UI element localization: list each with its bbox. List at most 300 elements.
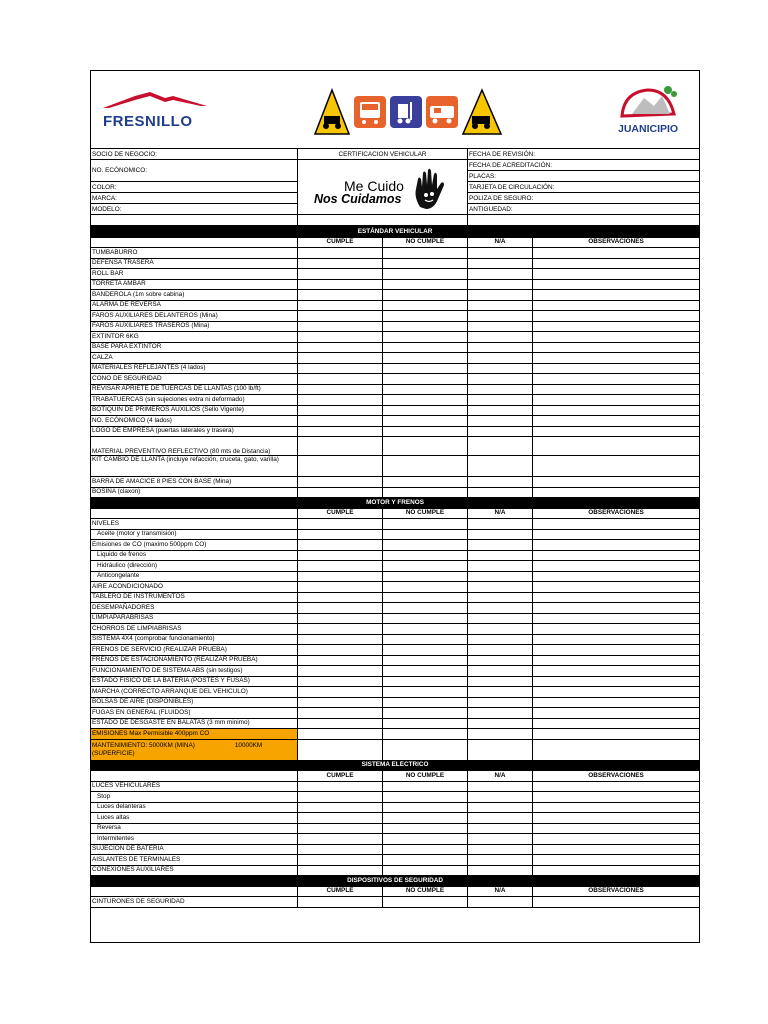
checklist-row [91, 823, 700, 834]
observaciones-cell[interactable] [533, 550, 700, 561]
checklist-item-label: SISTEMA 4X4 (comprobar funcionamiento) [91, 634, 298, 645]
na-cell[interactable] [468, 300, 533, 311]
observaciones-cell[interactable] [533, 687, 700, 698]
na-cell[interactable] [468, 279, 533, 290]
observaciones-cell[interactable] [533, 571, 700, 582]
observaciones-cell[interactable] [533, 739, 700, 760]
cumple-cell[interactable] [298, 823, 383, 834]
checklist-item-label: Stop [91, 792, 298, 803]
observaciones-cell[interactable] [533, 437, 700, 456]
cumple-cell[interactable] [298, 624, 383, 635]
na-cell[interactable] [468, 519, 533, 530]
observaciones-cell[interactable] [533, 290, 700, 301]
cumple-cell[interactable] [298, 395, 383, 406]
observaciones-cell[interactable] [533, 792, 700, 803]
na-cell[interactable] [468, 321, 533, 332]
na-cell[interactable] [468, 592, 533, 603]
checklist-item-label: BOSINA (claxon) [91, 487, 298, 498]
fresnillo-logo [95, 82, 213, 132]
checklist-item-label: LIMPIAPARABRISAS [91, 613, 298, 624]
no-cumple-cell[interactable] [383, 718, 468, 729]
checklist-row [91, 300, 700, 311]
no-cumple-cell[interactable] [383, 624, 468, 635]
cumple-cell[interactable] [298, 363, 383, 374]
slope-hazard-sign-icon [463, 90, 501, 134]
no-cumple-cell[interactable] [383, 550, 468, 561]
no-cumple-cell[interactable] [383, 363, 468, 374]
observaciones-cell[interactable] [533, 384, 700, 395]
slogan-block [297, 159, 464, 217]
no-cumple-cell[interactable] [383, 426, 468, 437]
checklist-table [90, 226, 700, 908]
no-cumple-cell[interactable] [383, 248, 468, 259]
cumple-cell[interactable] [298, 258, 383, 269]
no-cumple-cell[interactable] [383, 666, 468, 677]
observaciones-cell[interactable] [533, 897, 700, 908]
cumple-cell[interactable] [298, 561, 383, 572]
safety-icons-strip [314, 88, 504, 136]
emissions-note: EMISIONES Max Permisible 400ppm CO [91, 729, 298, 740]
info-left-3: MARCA: [91, 193, 298, 204]
cumple-cell[interactable] [298, 571, 383, 582]
na-cell[interactable] [468, 624, 533, 635]
no-cumple-cell[interactable] [383, 384, 468, 395]
na-cell[interactable] [468, 384, 533, 395]
cumple-cell[interactable] [298, 676, 383, 687]
na-cell[interactable] [468, 582, 533, 593]
na-cell[interactable] [468, 729, 533, 740]
cumple-cell[interactable] [298, 697, 383, 708]
observaciones-cell[interactable] [533, 718, 700, 729]
checklist-item-label: FUGAS EN GENERAL (FLUIDOS) [91, 708, 298, 719]
checklist-row [91, 353, 700, 364]
no-cumple-cell[interactable] [383, 655, 468, 666]
no-cumple-cell[interactable] [383, 708, 468, 719]
maintenance-note [91, 739, 298, 760]
info-left-0: SOCIO DE NEGOCIO: [91, 149, 298, 160]
no-cumple-cell[interactable] [383, 613, 468, 624]
cumple-cell[interactable] [298, 634, 383, 645]
na-cell[interactable] [468, 374, 533, 385]
na-cell[interactable] [468, 687, 533, 698]
no-cumple-cell[interactable] [383, 865, 468, 876]
no-cumple-cell[interactable] [383, 645, 468, 656]
checklist-item-label: REVISAR APRIETE DE TUERCAS DE LLANTAS (100 lb/ft) [91, 384, 298, 395]
observaciones-cell[interactable] [533, 353, 700, 364]
cumple-cell[interactable] [298, 729, 383, 740]
cumple-cell[interactable] [298, 781, 383, 792]
checklist-row [91, 792, 700, 803]
observaciones-cell[interactable] [533, 279, 700, 290]
na-cell[interactable] [468, 477, 533, 488]
checklist-item-label: CALZA [91, 353, 298, 364]
section-header-seguridad [91, 876, 700, 887]
observaciones-cell[interactable] [533, 363, 700, 374]
na-cell[interactable] [468, 834, 533, 845]
cumple-cell[interactable] [298, 813, 383, 824]
no-cumple-cell[interactable] [383, 269, 468, 280]
column-header-na: N/A [468, 237, 533, 248]
checklist-item-label: Luces altas [91, 813, 298, 824]
checklist-row [91, 258, 700, 269]
na-cell[interactable] [468, 405, 533, 416]
observaciones-cell[interactable] [533, 729, 700, 740]
observaciones-cell[interactable] [533, 634, 700, 645]
info-left-2: COLOR: [91, 182, 298, 193]
no-cumple-cell[interactable] [383, 813, 468, 824]
no-cumple-cell[interactable] [383, 405, 468, 416]
section-title: SISTEMA ELÉCTRICO [91, 760, 700, 771]
truck-sign-icon [426, 96, 458, 128]
na-cell[interactable] [468, 258, 533, 269]
checklist-item-label: KIT CAMBIO DE LLANTA (incluye refacción, cruceta, gato, varilla) [91, 456, 298, 477]
checklist-item-label: Reversa [91, 823, 298, 834]
cumple-cell[interactable] [298, 300, 383, 311]
checklist-row [91, 624, 700, 635]
cumple-cell[interactable] [298, 550, 383, 561]
checklist-row [91, 697, 700, 708]
column-header-no-cumple: NO CUMPLE [383, 771, 468, 782]
na-cell[interactable] [468, 487, 533, 498]
no-cumple-cell[interactable] [383, 540, 468, 551]
checklist-row [91, 865, 700, 876]
cumple-cell[interactable] [298, 897, 383, 908]
no-cumple-cell[interactable] [383, 258, 468, 269]
observaciones-cell[interactable] [533, 416, 700, 427]
no-cumple-cell[interactable] [383, 487, 468, 498]
checklist-item-label: TUMBABURRO [91, 248, 298, 259]
column-header-row [91, 508, 700, 519]
na-cell[interactable] [468, 456, 533, 477]
cumple-cell[interactable] [298, 353, 383, 364]
checklist-item-label: ESTADO FISICO DE LA BATERIA (POSTES Y FUSAS) [91, 676, 298, 687]
no-cumple-cell[interactable] [383, 342, 468, 353]
observaciones-cell[interactable] [533, 865, 700, 876]
na-cell[interactable] [468, 550, 533, 561]
no-cumple-cell[interactable] [383, 519, 468, 530]
no-cumple-cell[interactable] [383, 395, 468, 406]
column-header-row [91, 237, 700, 248]
section-title: MOTOR Y FRENOS [91, 498, 700, 509]
cumple-cell[interactable] [298, 592, 383, 603]
cumple-cell[interactable] [298, 792, 383, 803]
na-cell[interactable] [468, 844, 533, 855]
na-cell[interactable] [468, 697, 533, 708]
maintenance-superficie: (SUPERFICIE) [92, 749, 135, 757]
na-cell[interactable] [468, 561, 533, 572]
cumple-cell[interactable] [298, 666, 383, 677]
na-cell[interactable] [468, 571, 533, 582]
observaciones-cell[interactable] [533, 813, 700, 824]
cumple-cell[interactable] [298, 739, 383, 760]
checklist-item-label: BASE PARA EXTINTOR [91, 342, 298, 353]
na-cell[interactable] [468, 613, 533, 624]
maintenance-mina: MANTENIMIENTO: 5000KM (MINA) [92, 742, 195, 750]
cumple-cell[interactable] [298, 834, 383, 845]
checklist-item-label: NIVELES [91, 519, 298, 530]
cumple-cell[interactable] [298, 374, 383, 385]
na-cell[interactable] [468, 269, 533, 280]
checklist-item-label: DESEMPAÑADORES [91, 603, 298, 614]
na-cell[interactable] [468, 363, 533, 374]
na-cell[interactable] [468, 708, 533, 719]
cumple-cell[interactable] [298, 603, 383, 614]
checklist-row [91, 781, 700, 792]
checklist-item-label: Liquido de frenos [91, 550, 298, 561]
checklist-item-label: ROLL BAR [91, 269, 298, 280]
na-cell[interactable] [468, 718, 533, 729]
observaciones-cell[interactable] [533, 405, 700, 416]
no-cumple-cell[interactable] [383, 290, 468, 301]
column-header-blank [91, 771, 298, 782]
na-cell[interactable] [468, 437, 533, 456]
no-cumple-cell[interactable] [383, 802, 468, 813]
hazard-sign-icon [315, 90, 349, 134]
observaciones-cell[interactable] [533, 311, 700, 322]
na-cell[interactable] [468, 645, 533, 656]
no-cumple-cell[interactable] [383, 897, 468, 908]
checklist-item-label: BANDEROLA (1m sobre cabina) [91, 290, 298, 301]
cumple-cell[interactable] [298, 529, 383, 540]
no-cumple-cell[interactable] [383, 792, 468, 803]
cumple-cell[interactable] [298, 487, 383, 498]
observaciones-cell[interactable] [533, 477, 700, 488]
checklist-item-label: Aceite (motor y transmisión) [91, 529, 298, 540]
cumple-cell[interactable] [298, 613, 383, 624]
na-cell[interactable] [468, 781, 533, 792]
na-cell[interactable] [468, 248, 533, 259]
column-header-na: N/A [468, 771, 533, 782]
observaciones-cell[interactable] [533, 456, 700, 477]
cumple-cell[interactable] [298, 540, 383, 551]
column-header-cumple: CUMPLE [298, 508, 383, 519]
no-cumple-cell[interactable] [383, 571, 468, 582]
observaciones-cell[interactable] [533, 645, 700, 656]
na-cell[interactable] [468, 739, 533, 760]
checklist-item-label: Hidráulico (dirección) [91, 561, 298, 572]
no-cumple-cell[interactable] [383, 300, 468, 311]
section-header-electrico [91, 760, 700, 771]
no-cumple-cell[interactable] [383, 634, 468, 645]
forklift-sign-icon [390, 96, 422, 128]
checklist-item-label: MATERIAL PREVENTIVO REFLECTIVO (80 mts de Distancia) [91, 437, 298, 456]
na-cell[interactable] [468, 792, 533, 803]
no-cumple-cell[interactable] [383, 279, 468, 290]
checklist-row [91, 416, 700, 427]
no-cumple-cell[interactable] [383, 739, 468, 760]
checklist-item-label: TORRETA AMBAR [91, 279, 298, 290]
observaciones-cell[interactable] [533, 697, 700, 708]
no-cumple-cell[interactable] [383, 456, 468, 477]
cumple-cell[interactable] [298, 426, 383, 437]
na-cell[interactable] [468, 529, 533, 540]
checklist-item-label: BARRA DE AMACICE 8 PIES CON BASE (Mina) [91, 477, 298, 488]
checklist-item-label: ALARMA DE REVERSA [91, 300, 298, 311]
no-cumple-cell[interactable] [383, 855, 468, 866]
na-cell[interactable] [468, 311, 533, 322]
cumple-cell[interactable] [298, 519, 383, 530]
cumple-cell[interactable] [298, 269, 383, 280]
observaciones-cell[interactable] [533, 561, 700, 572]
cumple-cell[interactable] [298, 802, 383, 813]
na-cell[interactable] [468, 813, 533, 824]
na-cell[interactable] [468, 897, 533, 908]
cumple-cell[interactable] [298, 279, 383, 290]
na-cell[interactable] [468, 395, 533, 406]
observaciones-cell[interactable] [533, 395, 700, 406]
cumple-cell[interactable] [298, 290, 383, 301]
no-cumple-cell[interactable] [383, 834, 468, 845]
na-cell[interactable] [468, 290, 533, 301]
na-cell[interactable] [468, 865, 533, 876]
na-cell[interactable] [468, 676, 533, 687]
checklist-item-label: CINTURONES DE SEGURIDAD [91, 897, 298, 908]
observaciones-cell[interactable] [533, 582, 700, 593]
info-right-5: ANTIGUEDAD: [468, 204, 700, 215]
info-right-1: FECHA DE ACREDITACIÓN: [468, 160, 700, 171]
cumple-cell[interactable] [298, 384, 383, 395]
cumple-cell[interactable] [298, 855, 383, 866]
checklist-row [91, 613, 700, 624]
observaciones-cell[interactable] [533, 676, 700, 687]
na-cell[interactable] [468, 342, 533, 353]
na-cell[interactable] [468, 655, 533, 666]
checklist-row [91, 844, 700, 855]
na-cell[interactable] [468, 823, 533, 834]
observaciones-cell[interactable] [533, 592, 700, 603]
checklist-row [91, 540, 700, 551]
cumple-cell[interactable] [298, 844, 383, 855]
column-header-row [91, 886, 700, 897]
checklist-item-label: LOGO DE EMPRESA (puertas laterales y trasera) [91, 426, 298, 437]
na-cell[interactable] [468, 416, 533, 427]
na-cell[interactable] [468, 634, 533, 645]
observaciones-cell[interactable] [533, 708, 700, 719]
observaciones-cell[interactable] [533, 823, 700, 834]
checklist-item-label: ESTADO DE DESGASTE EN BALATAS (3 mm minimo) [91, 718, 298, 729]
observaciones-cell[interactable] [533, 342, 700, 353]
checklist-row [91, 676, 700, 687]
no-cumple-cell[interactable] [383, 781, 468, 792]
no-cumple-cell[interactable] [383, 844, 468, 855]
checklist-item-label: NO. ECÓNOMICO (4 lados) [91, 416, 298, 427]
cumple-cell[interactable] [298, 456, 383, 477]
column-header-na: N/A [468, 886, 533, 897]
observaciones-cell[interactable] [533, 321, 700, 332]
checklist-row [91, 571, 700, 582]
observaciones-cell[interactable] [533, 248, 700, 259]
observaciones-cell[interactable] [533, 487, 700, 498]
observaciones-cell[interactable] [533, 332, 700, 343]
cumple-cell[interactable] [298, 437, 383, 456]
cumple-cell[interactable] [298, 332, 383, 343]
observaciones-cell[interactable] [533, 834, 700, 845]
no-cumple-cell[interactable] [383, 592, 468, 603]
observaciones-cell[interactable] [533, 426, 700, 437]
cumple-cell[interactable] [298, 342, 383, 353]
na-cell[interactable] [468, 802, 533, 813]
checklist-row [91, 708, 700, 719]
cumple-cell[interactable] [298, 416, 383, 427]
observaciones-cell[interactable] [533, 781, 700, 792]
observaciones-cell[interactable] [533, 624, 700, 635]
cumple-cell[interactable] [298, 405, 383, 416]
observaciones-cell[interactable] [533, 269, 700, 280]
no-cumple-cell[interactable] [383, 477, 468, 488]
cumple-cell[interactable] [298, 708, 383, 719]
na-cell[interactable] [468, 855, 533, 866]
observaciones-cell[interactable] [533, 844, 700, 855]
cumple-cell[interactable] [298, 865, 383, 876]
checklist-row [91, 384, 700, 395]
cumple-cell[interactable] [298, 655, 383, 666]
observaciones-cell[interactable] [533, 613, 700, 624]
no-cumple-cell[interactable] [383, 603, 468, 614]
observaciones-cell[interactable] [533, 258, 700, 269]
cumple-cell[interactable] [298, 718, 383, 729]
cumple-cell[interactable] [298, 321, 383, 332]
no-cumple-cell[interactable] [383, 823, 468, 834]
observaciones-cell[interactable] [533, 529, 700, 540]
no-cumple-cell[interactable] [383, 529, 468, 540]
no-cumple-cell[interactable] [383, 582, 468, 593]
observaciones-cell[interactable] [533, 300, 700, 311]
cumple-cell[interactable] [298, 687, 383, 698]
no-cumple-cell[interactable] [383, 676, 468, 687]
na-cell[interactable] [468, 603, 533, 614]
cumple-cell[interactable] [298, 248, 383, 259]
observaciones-cell[interactable] [533, 666, 700, 677]
observaciones-cell[interactable] [533, 540, 700, 551]
observaciones-cell[interactable] [533, 855, 700, 866]
observaciones-cell[interactable] [533, 655, 700, 666]
observaciones-cell[interactable] [533, 519, 700, 530]
no-cumple-cell[interactable] [383, 687, 468, 698]
observaciones-cell[interactable] [533, 374, 700, 385]
checklist-row [91, 437, 700, 456]
checklist-item-label: Emisiones de CO (maximo 500ppm CO) [91, 540, 298, 551]
no-cumple-cell[interactable] [383, 332, 468, 343]
cumple-cell[interactable] [298, 645, 383, 656]
no-cumple-cell[interactable] [383, 374, 468, 385]
no-cumple-cell[interactable] [383, 437, 468, 456]
checklist-row [91, 834, 700, 845]
cumple-cell[interactable] [298, 582, 383, 593]
observaciones-cell[interactable] [533, 802, 700, 813]
no-cumple-cell[interactable] [383, 729, 468, 740]
cumple-cell[interactable] [298, 311, 383, 322]
na-cell[interactable] [468, 353, 533, 364]
observaciones-cell[interactable] [533, 603, 700, 614]
na-cell[interactable] [468, 332, 533, 343]
no-cumple-cell[interactable] [383, 311, 468, 322]
no-cumple-cell[interactable] [383, 353, 468, 364]
checklist-item-label: TABLERO DE INSTRUMENTOS [91, 592, 298, 603]
na-cell[interactable] [468, 540, 533, 551]
no-cumple-cell[interactable] [383, 416, 468, 427]
info-left-1: NO. ECÓNOMICO: [91, 160, 298, 182]
no-cumple-cell[interactable] [383, 321, 468, 332]
checklist-item-label: LUCES VEHICULARES [91, 781, 298, 792]
na-cell[interactable] [468, 426, 533, 437]
section-header-motor [91, 498, 700, 509]
no-cumple-cell[interactable] [383, 561, 468, 572]
na-cell[interactable] [468, 666, 533, 677]
checklist-row [91, 342, 700, 353]
no-cumple-cell[interactable] [383, 697, 468, 708]
cumple-cell[interactable] [298, 477, 383, 488]
checklist-item-label: DEFENSA TRASERA [91, 258, 298, 269]
